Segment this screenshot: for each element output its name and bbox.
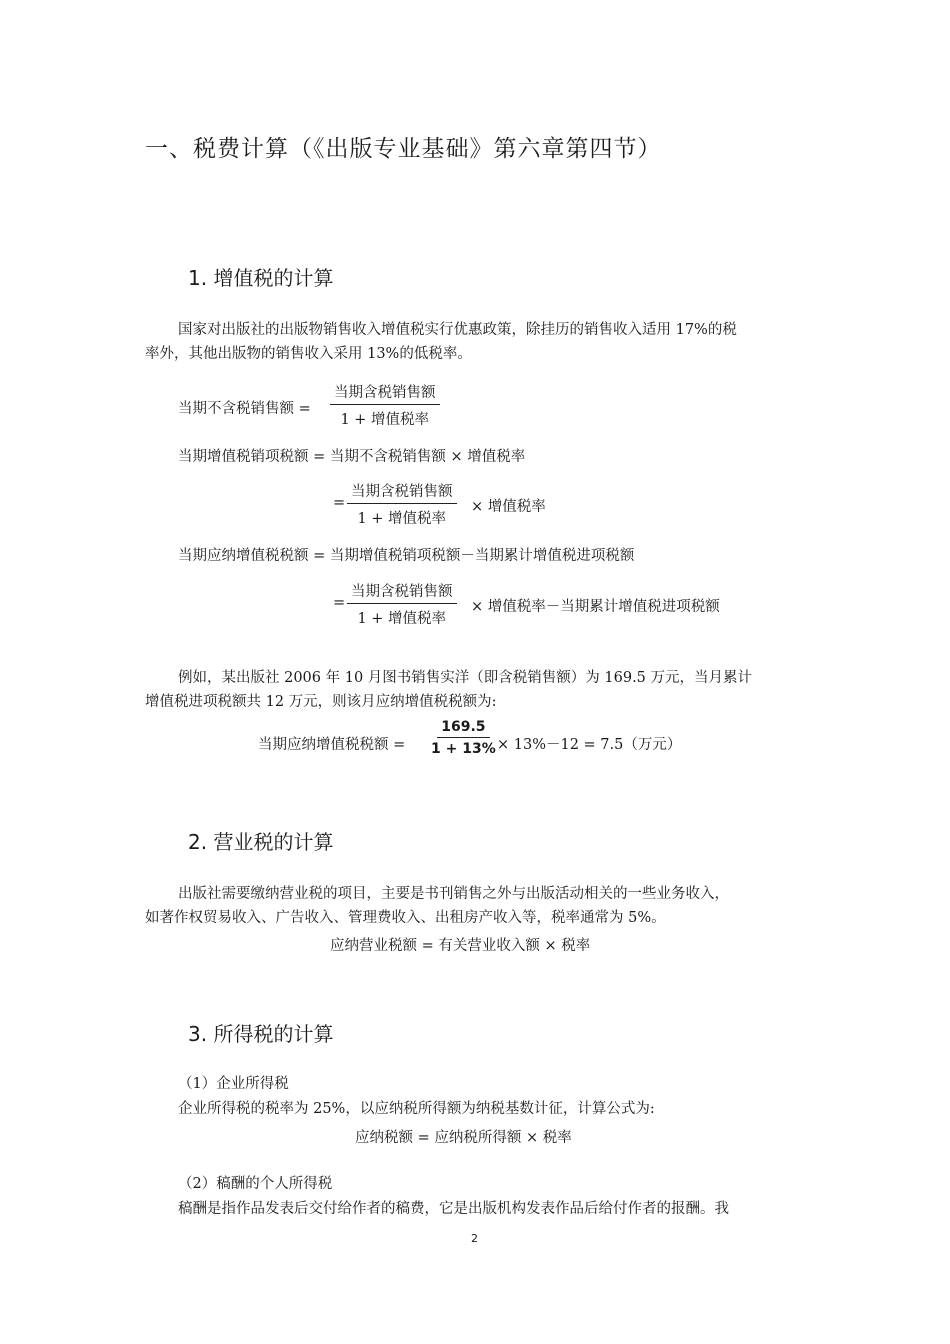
vat-para-line-2: 率外，其他出版物的销售收入采用 13%的低税率。 (145, 346, 472, 362)
formula-5-equals: = (333, 595, 346, 611)
business-tax-formula: 应纳营业税额 = 有关营业收入额 × 税率 (330, 938, 591, 954)
formula-6-fraction (427, 719, 500, 757)
section-heading-vat: 1. 增值税的计算 (188, 266, 334, 290)
corporate-tax-formula: 应纳税额 = 应纳税所得额 × 税率 (355, 1130, 572, 1146)
page-number: 2 (471, 1232, 478, 1245)
formula-5-numerator: 当期含税销售额 (347, 580, 457, 604)
formula-6-numerator: 169.5 (437, 719, 489, 738)
corporate-tax-title: （1）企业所得税 (178, 1076, 289, 1092)
section-heading-business-tax: 2. 营业税的计算 (188, 830, 334, 854)
formula-1-numerator: 当期含税销售额 (330, 381, 440, 405)
business-tax-para-line-2: 如著作权贸易收入、广告收入、管理费收入、出租房产收入等，税率通常为 5%。 (145, 910, 666, 926)
royalty-tax-text: 稿酬是指作品发表后交付给作者的稿费，它是出版机构发表作品后给付作者的报酬。我 (178, 1201, 729, 1217)
formula-5-right: × 增值税率－当期累计增值税进项税额 (471, 599, 720, 615)
royalty-tax-title: （2）稿酬的个人所得税 (178, 1176, 333, 1192)
formula-4: 当期应纳增值税税额 = 当期增值税销项税额－当期累计增值税进项税额 (178, 548, 635, 564)
corporate-tax-text: 企业所得税的税率为 25%，以应纳税所得额为纳税基数计征，计算公式为: (178, 1101, 655, 1117)
formula-3-right: × 增值税率 (471, 499, 546, 515)
formula-5-denominator: 1 + 增值税率 (357, 611, 447, 627)
formula-3-numerator: 当期含税销售额 (347, 480, 457, 504)
section-heading-income-tax: 3. 所得税的计算 (188, 1022, 334, 1046)
business-tax-para-line-1: 出版社需要缴纳营业税的项目，主要是书刊销售之外与出版活动相关的一些业务收入， (178, 886, 729, 902)
formula-6-right: × 13%－12 = 7.5（万元） (497, 737, 682, 753)
formula-1-denominator: 1 + 增值税率 (340, 412, 430, 428)
formula-5-fraction (347, 580, 457, 628)
formula-1-left: 当期不含税销售额 = (178, 401, 311, 417)
formula-1-fraction (330, 381, 440, 429)
formula-3-fraction (347, 480, 457, 528)
vat-para-line-1: 国家对出版社的出版物销售收入增值税实行优惠政策，除挂历的销售收入适用 17%的税 (178, 322, 737, 338)
example-line-1: 例如，某出版社 2006 年 10 月图书销售实洋（即含税销售额）为 169.5 万元，当月累计 (178, 670, 753, 686)
formula-3-equals: = (333, 495, 346, 511)
example-line-2: 增值税进项税额共 12 万元，则该月应纳增值税税额为: (145, 694, 497, 710)
formula-6-left: 当期应纳增值税税额 = (258, 737, 406, 753)
formula-6-denominator: 1 + 13% (431, 741, 496, 757)
formula-2: 当期增值税销项税额 = 当期不含税销售额 × 增值税率 (178, 449, 526, 465)
page-title: 一、税费计算（《出版专业基础》第六章第四节） (145, 136, 662, 162)
formula-3-denominator: 1 + 增值税率 (357, 511, 447, 527)
